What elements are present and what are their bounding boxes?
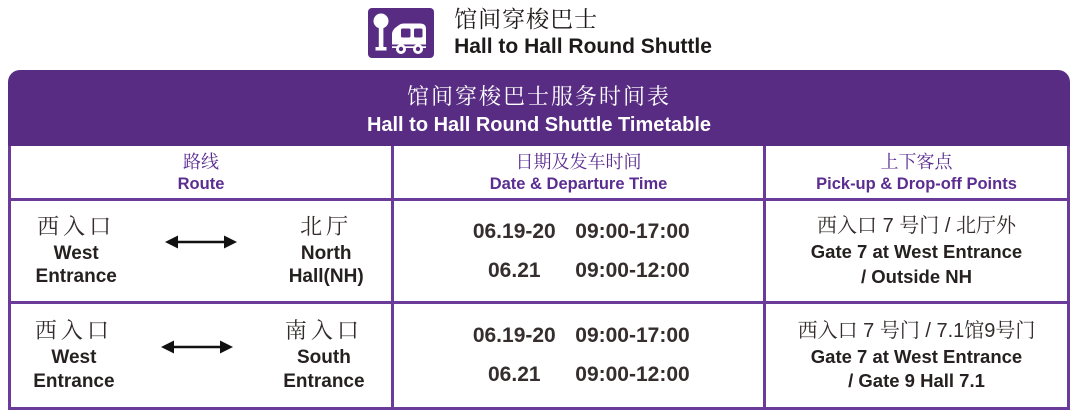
double-headed-arrow-icon (161, 338, 233, 374)
points-zh: 西入口 7 号门 / 北厅外 (817, 215, 1016, 238)
schedule-date: 06.19-20 (472, 324, 556, 347)
route-from (11, 317, 137, 393)
column-header-points-en: Pick-up & Drop-off Points (816, 174, 1017, 193)
points-cell (766, 201, 1067, 304)
route-from-en: West Entrance (35, 242, 117, 288)
schedule-cell (394, 304, 766, 407)
route-to (261, 213, 391, 289)
schedule-line (467, 363, 689, 387)
route-to-en: South Entrance (283, 347, 365, 392)
schedule-date: 06.21 (488, 363, 541, 386)
route-to-en: North Hall(NH) (288, 242, 364, 288)
schedule-time: 09:00-12:00 (575, 363, 690, 386)
points-zh: 西入口 7 号门 / 7.1馆9号门 (797, 319, 1036, 342)
route-from-zh: 西入口 (34, 318, 113, 344)
points-en-line1: Gate 7 at West Entrance (810, 241, 1023, 263)
route-to (257, 317, 391, 393)
column-header-points-zh: 上下客点 (880, 151, 953, 172)
schedule-line (467, 324, 689, 348)
column-header-route-zh: 路线 (183, 151, 219, 172)
schedule-time: 09:00-12:00 (575, 258, 690, 282)
route-cell-north-hall (11, 201, 394, 304)
column-header-schedule-zh: 日期及发车时间 (515, 151, 642, 172)
route-cell-south-entrance (11, 304, 394, 407)
schedule-time: 09:00-17:00 (575, 324, 690, 347)
route-from-en: West Entrance (33, 347, 115, 392)
schedule-line (467, 220, 689, 244)
shuttle-bus-stop-icon (368, 8, 434, 58)
banner-title-zh: 馆间穿梭巴士服务时间表 (406, 83, 671, 109)
route-from (11, 213, 141, 289)
column-header-schedule-en: Date & Departure Time (489, 174, 668, 193)
timetable-grid (8, 146, 1070, 410)
page-title (454, 5, 712, 60)
column-header-route-en: Route (177, 174, 225, 193)
page-header (0, 5, 1080, 60)
points-en-line2: / Outside NH (860, 265, 972, 287)
schedule-time: 09:00-17:00 (575, 219, 690, 243)
timetable (8, 70, 1070, 410)
banner-title-en: Hall to Hall Round Shuttle Timetable (366, 113, 712, 136)
schedule-date: 06.21 (488, 258, 541, 282)
points-en-line1: Gate 7 at West Entrance (810, 345, 1023, 367)
route-to-zh: 北厅 (300, 213, 353, 239)
schedule-date: 06.19-20 (472, 219, 556, 243)
page-title-en: Hall to Hall Round Shuttle (454, 34, 712, 58)
schedule-line (467, 259, 689, 283)
points-en-line2: / Gate 9 Hall 7.1 (848, 370, 985, 391)
timetable-banner (8, 70, 1070, 146)
column-header-schedule (394, 146, 766, 201)
page-title-zh: 馆间穿梭巴士 (454, 6, 599, 32)
double-headed-arrow-icon (165, 233, 237, 269)
points-cell (766, 304, 1067, 407)
route-from-zh: 西入口 (37, 213, 116, 239)
schedule-cell (394, 201, 766, 304)
column-header-route (11, 146, 394, 201)
column-header-points (766, 146, 1067, 201)
route-to-zh: 南入口 (284, 318, 363, 344)
